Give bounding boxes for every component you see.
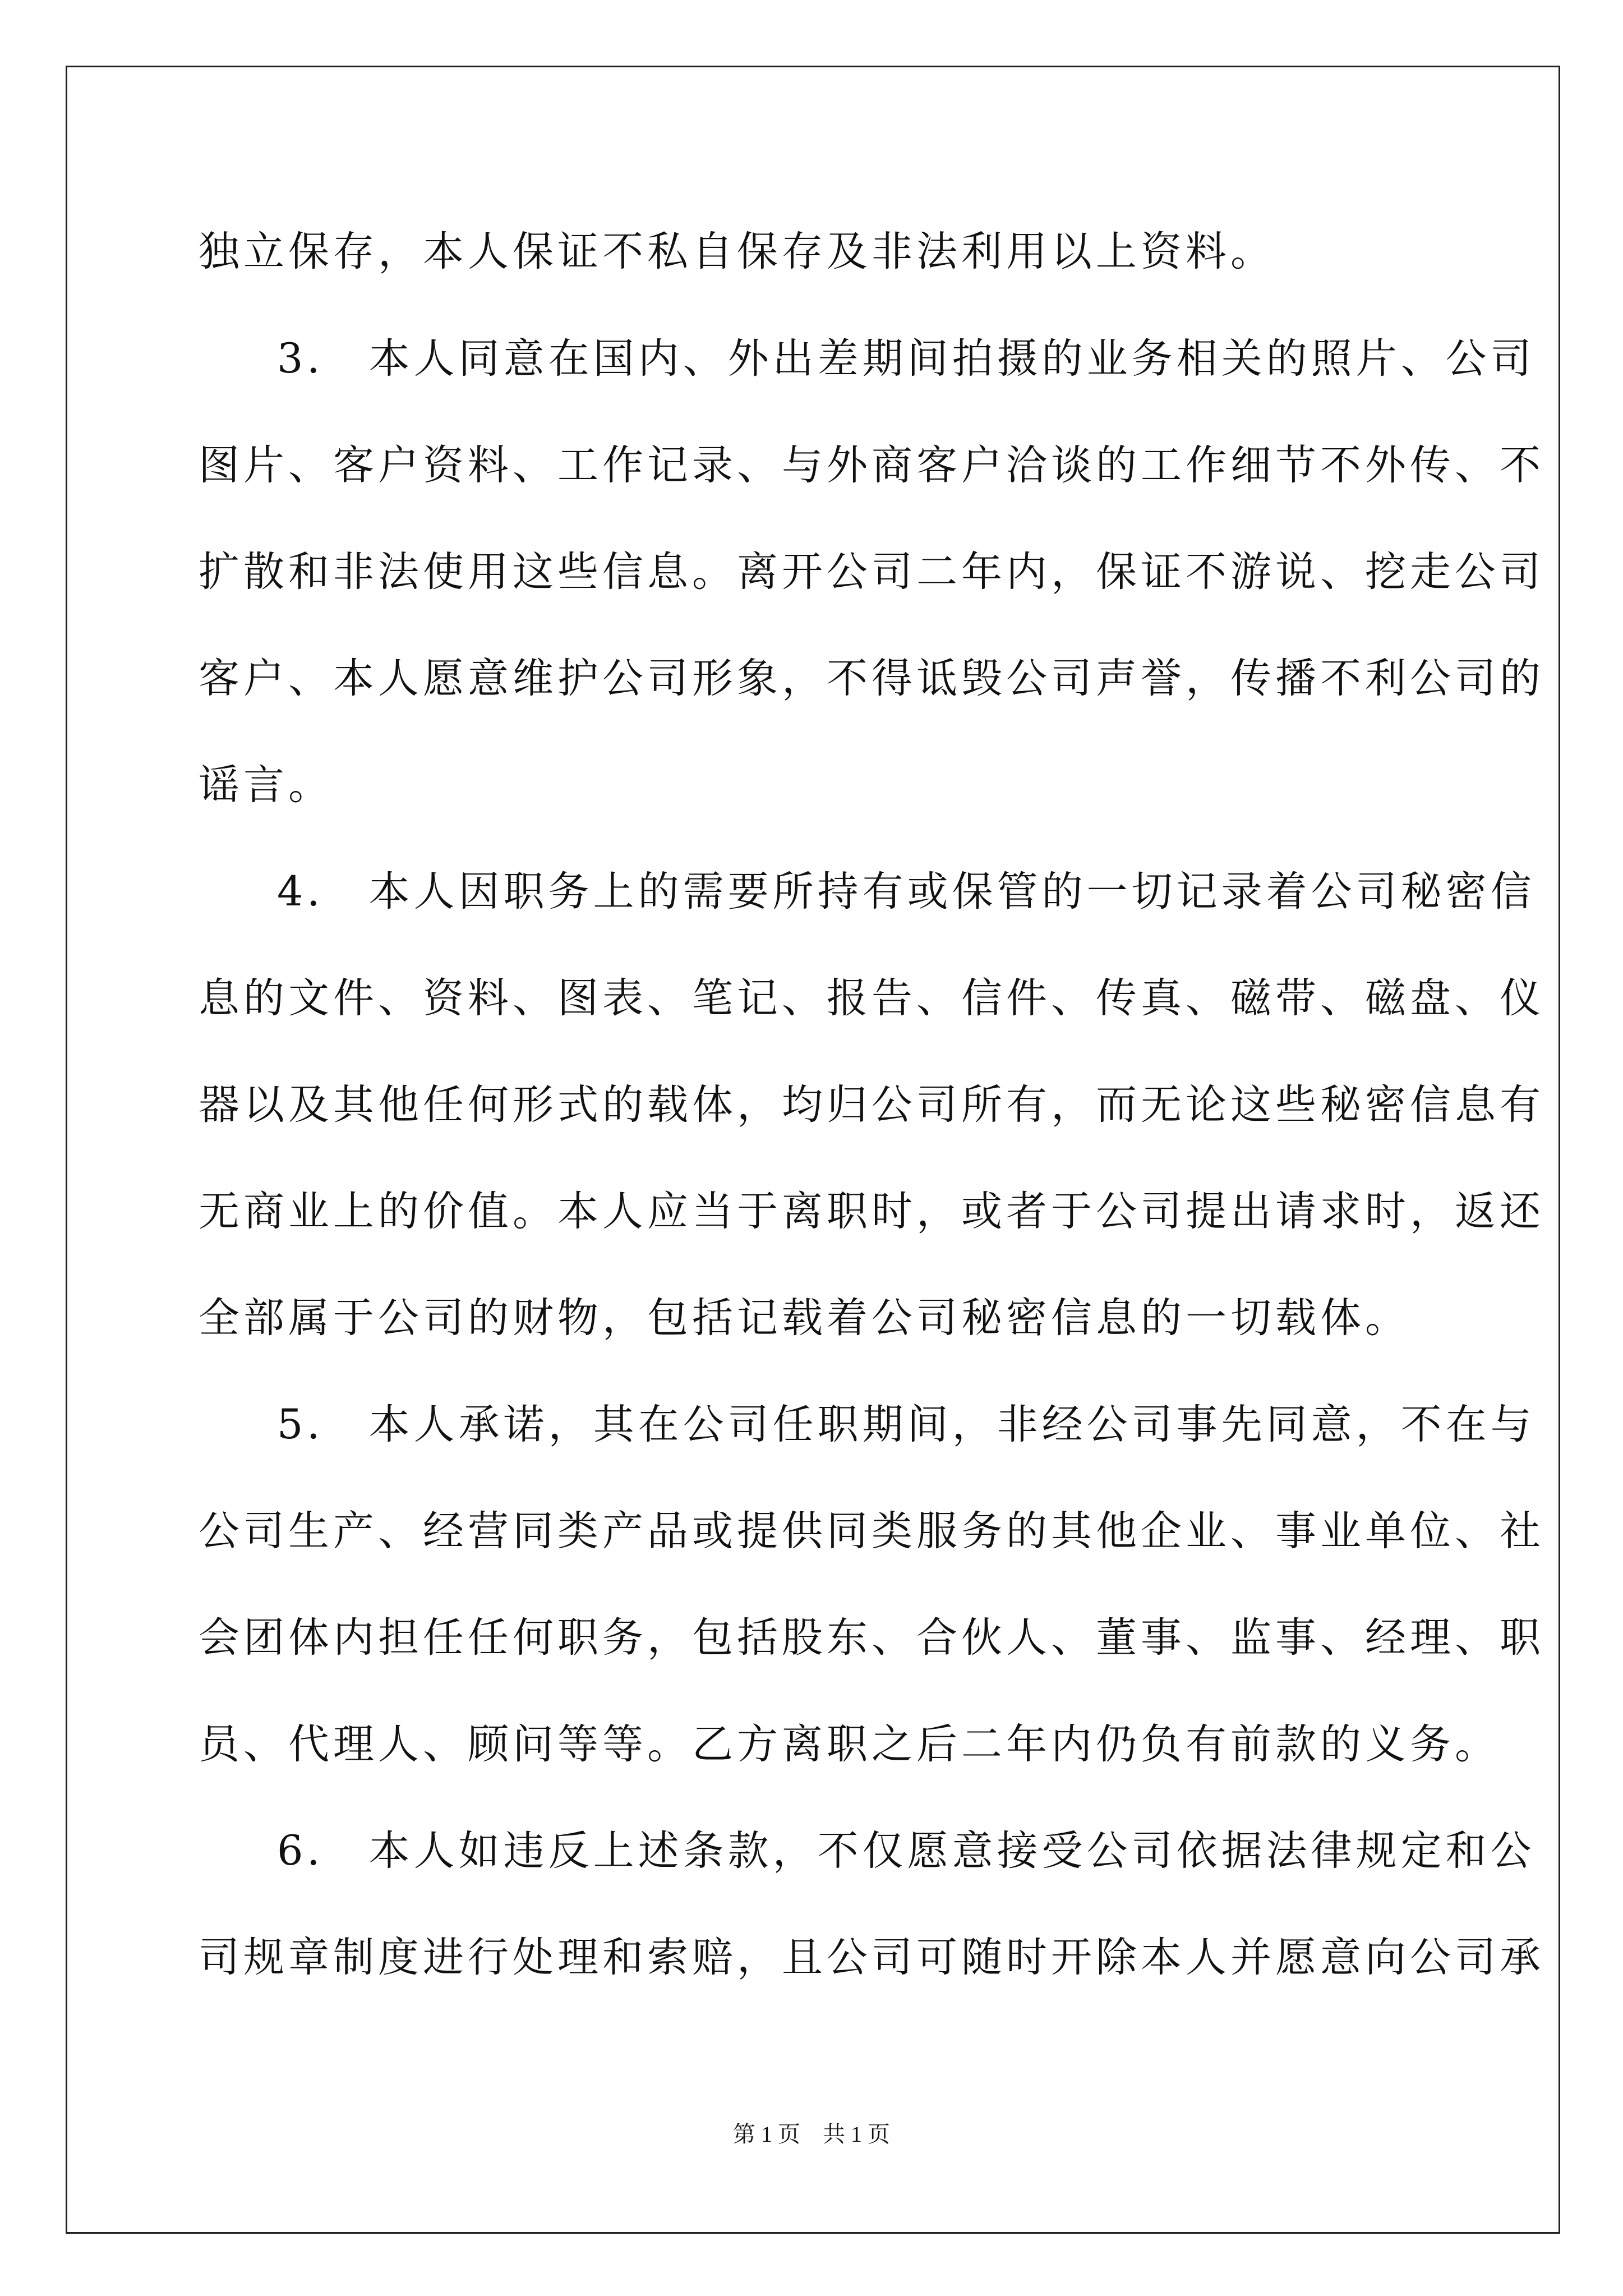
clause-3-line: 3． 本人同意在国内、外出差期间拍摄的业务相关的照片、公司	[277, 335, 1536, 383]
text-line: 员、代理人、顾问等等。乙方离职之后二年内仍负有前款的义务。	[199, 1720, 1500, 1768]
text-line: 公司生产、经营同类产品或提供同类服务的其他企业、事业单位、社	[199, 1507, 1544, 1555]
text-line: 器以及其他任何形式的载体，均归公司所有，而无论这些秘密信息有	[199, 1081, 1544, 1129]
text-line: 谣言。	[199, 761, 333, 809]
text-line: 客户、本人愿意维护公司形象，不得诋毁公司声誉，传播不利公司的	[199, 655, 1544, 702]
text-line: 司规章制度进行处理和索赔，且公司可随时开除本人并愿意向公司承	[199, 1934, 1544, 1981]
text-line: 独立保存，本人保证不私自保存及非法利用以上资料。	[199, 228, 1275, 275]
text-line: 息的文件、资料、图表、笔记、报告、信件、传真、磁带、磁盘、仪	[199, 974, 1544, 1022]
clause-4-line: 4． 本人因职务上的需要所持有或保管的一切记录着公司秘密信	[277, 868, 1536, 915]
text-line: 全部属于公司的财物，包括记载着公司秘密信息的一切载体。	[199, 1294, 1410, 1342]
clause-5-line: 5． 本人承诺，其在公司任职期间，非经公司事先同意，不在与	[277, 1401, 1536, 1448]
text-line: 图片、客户资料、工作记录、与外商客户洽谈的工作细节不外传、不	[199, 441, 1544, 489]
text-line: 无商业上的价值。本人应当于离职时，或者于公司提出请求时，返还	[199, 1188, 1544, 1235]
clause-6-line: 6． 本人如违反上述条款，不仅愿意接受公司依据法律规定和公	[277, 1827, 1536, 1875]
page-number-footer: 第 1 页 共 1 页	[733, 2122, 890, 2147]
text-line: 会团体内担任任何职务，包括股东、合伙人、董事、监事、经理、职	[199, 1614, 1544, 1662]
text-line: 扩散和非法使用这些信息。离开公司二年内，保证不游说、挖走公司	[199, 548, 1544, 596]
